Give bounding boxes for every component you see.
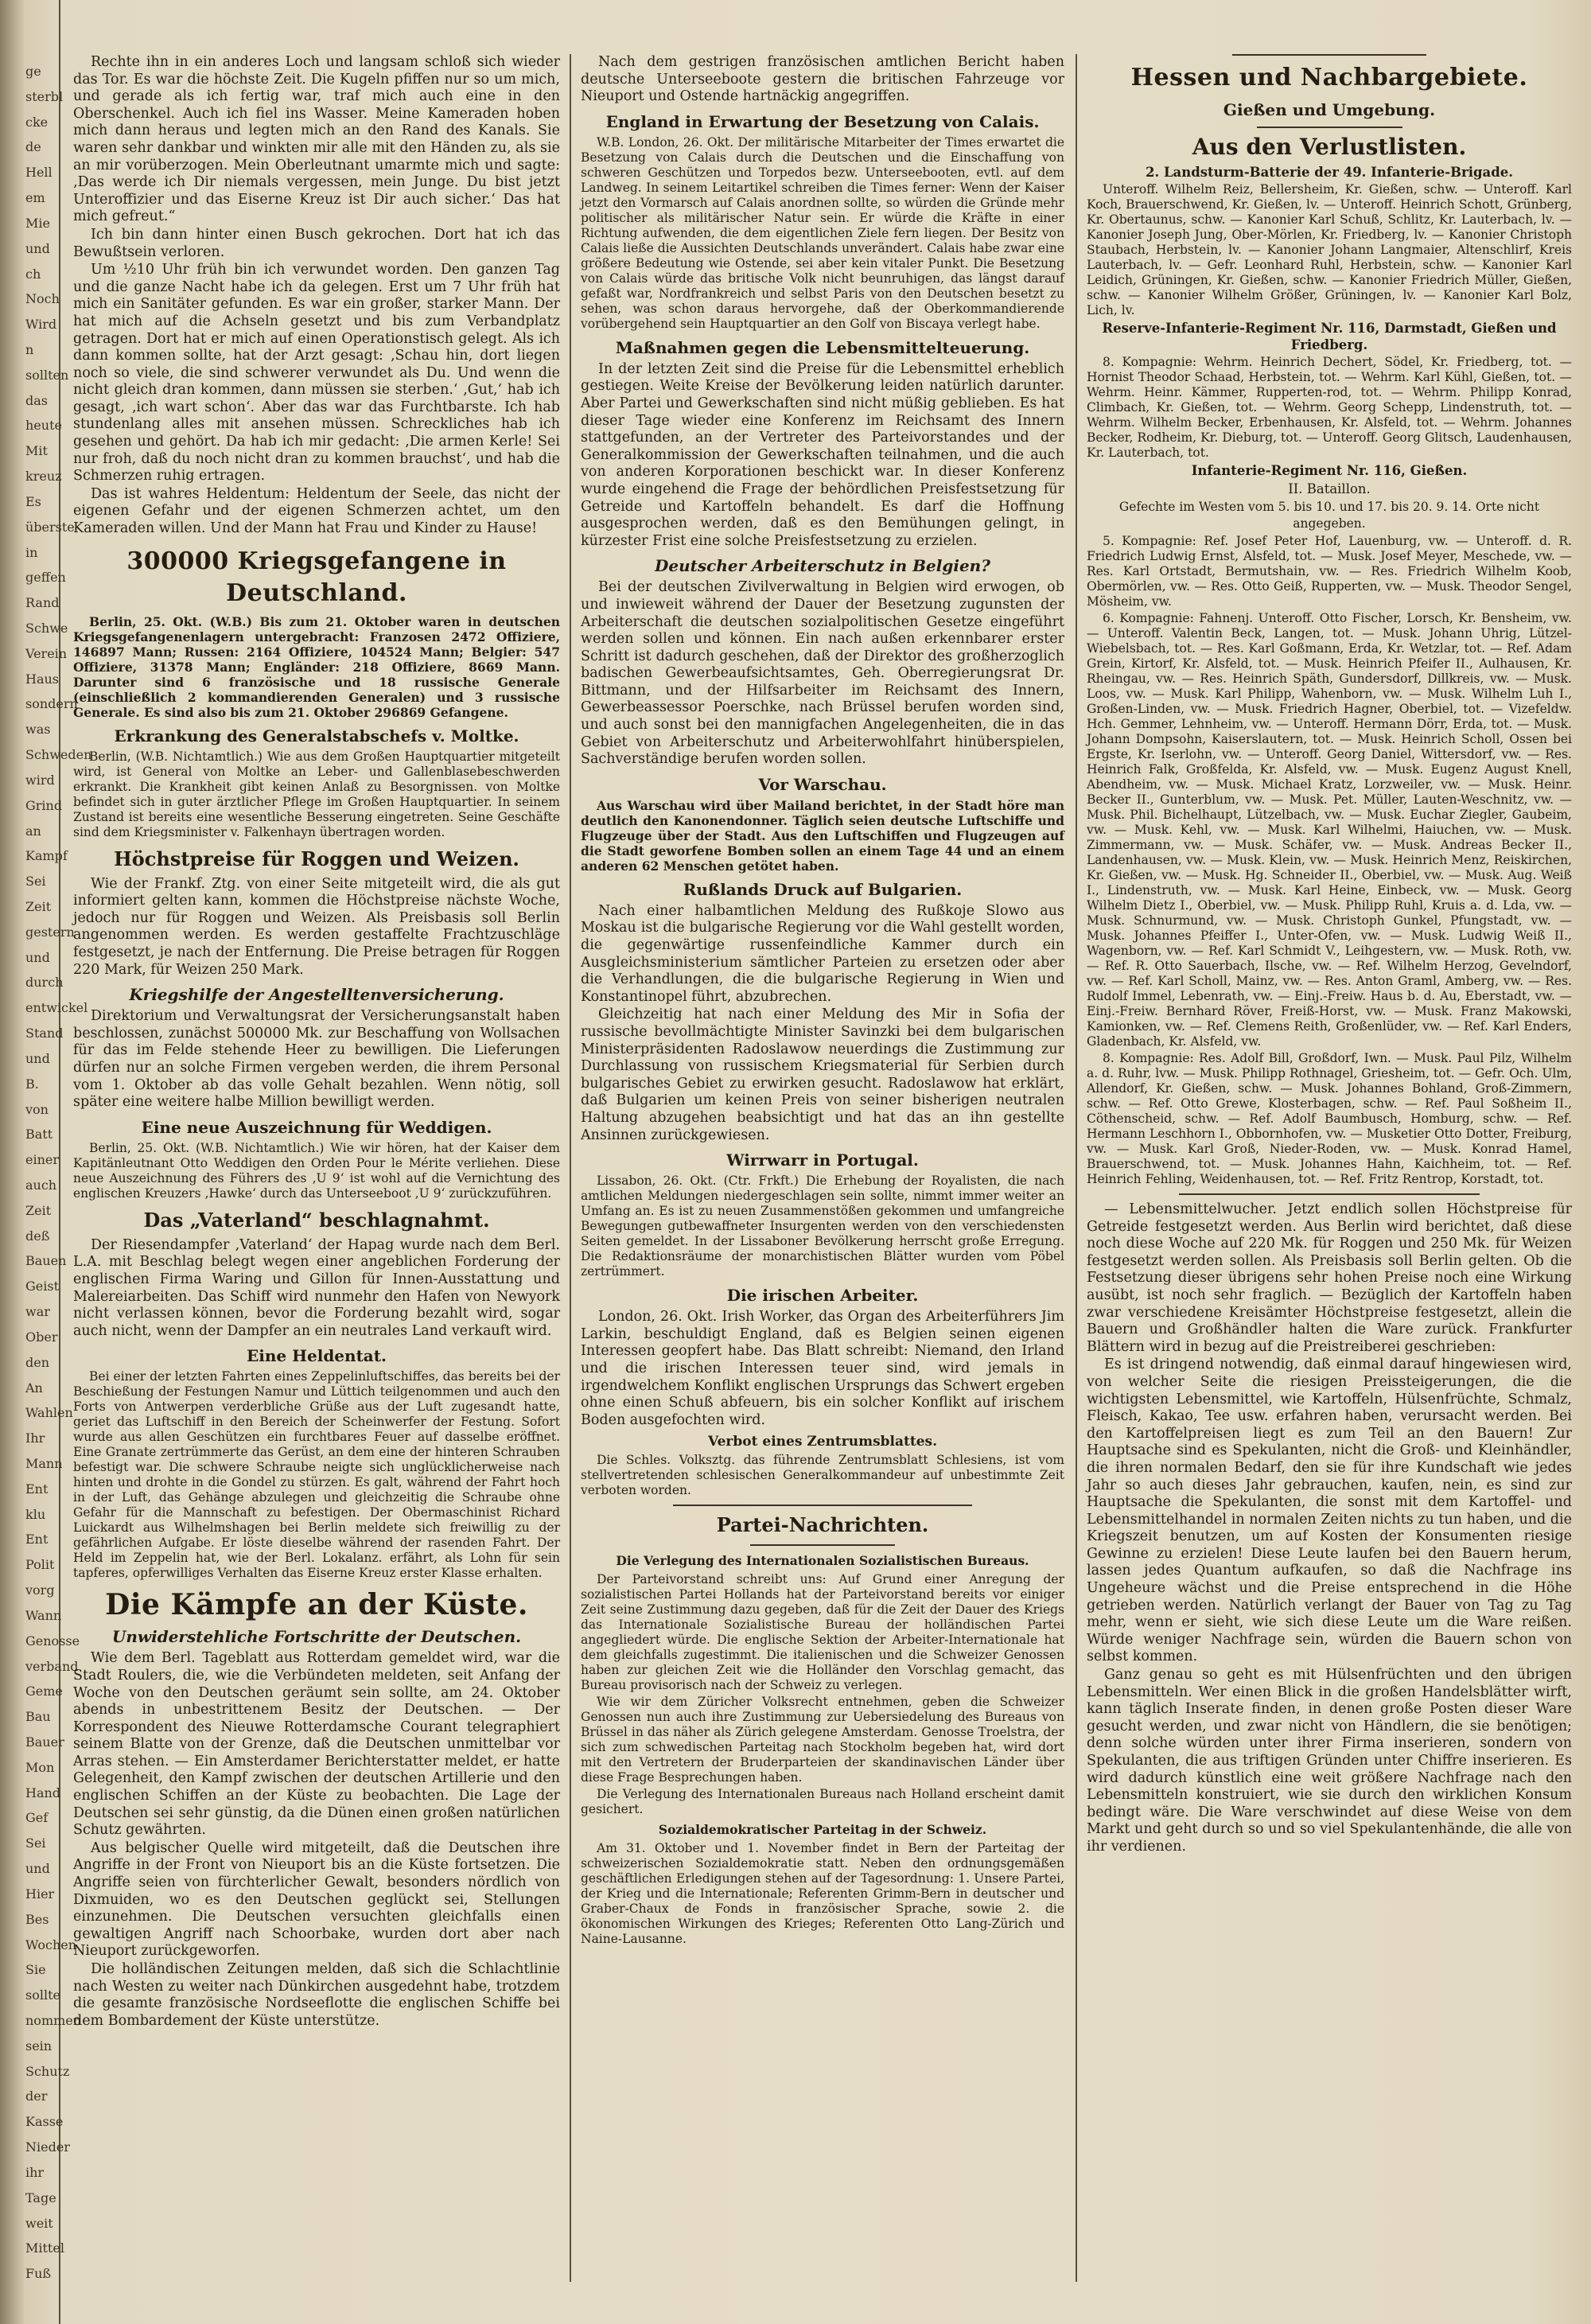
headline-bulgaria: Rußlands Druck auf Bulgarien. [683,879,963,899]
article-paragraph: — Lebensmittelwucher. Jetzt endlich sollen Höchstpreise für Getreide festgesetzt werden. Aus Berlin wird berichtet, daß diese noch diese Woche auf 220 Mk. für Roggen und 250 Mk. für Weizen festgesetzt werden sollen. Als Preisbasis soll Berlin gelten. Ob die Festsetzung dieser übrigens sehr hohen Preise noch eine Wirkung ausübt, ist noch sehr fraglich. — Bezüglich der Kartoffeln haben zwar verschiedene Kreisämter Höchstpreise festgesetzt, allein die Bauern und Großhändler halten die Ware zurück. Frankfurter Blättern wird in bezug auf die Preistreiberei geschrieben: [1087,1201,1572,1355]
article-paragraph: Gleichzeitig hat nach einer Meldung des Mir in Sofia der russische bevollmächtigte Minister Savinzki bei dem bulgarischen Ministerpräsidenten Radoslawow neuerdings die Zustimmung zur Durchlassung von russischem Kriegsmaterial für Serbien durch bulgarisches Gebiet zu erwirken gesucht. Radoslawow hat erklärt, daß Bulgarien um keinen Preis von seiner bisherigen neutralen Haltung abzugehen beabsichtigt und hat das an ihn gestellte Ansinnen zurückgewiesen. [581,1006,1064,1143]
article-paragraph: Direktorium und Verwaltungsrat der Versicherungsanstalt haben beschlossen, zunächst 500000 Mk. zur Beschaffung von Wollsachen für das im Felde stehende Heer zu bewilligen. Die Lieferungen dürfen nur an solche Firmen vergeben werden, die ihrem Personal vom 1. Oktober ab das volle Gehalt bezahlen. Wenn nötig, soll später eine weitere halbe Million bewilligt werden. [73,1008,560,1111]
adjacent-page-fragment-text: Gef [25,1810,49,1826]
section-divider [1179,1193,1480,1195]
headline-casualty-lists: Aus den Verlustlisten. [1192,134,1467,160]
adjacent-page-fragment-text: Schutz [25,2063,70,2079]
adjacent-page-fragment-text: Schweden [25,747,92,763]
headline-heroic-deed: Eine Heldentat. [247,1346,387,1366]
article-paragraph: Um ½10 Uhr früh bin ich verwundet worden. Den ganzen Tag und die ganze Nacht habe ich da gelegen. Erst um 7 Uhr früh hat mich ein Sanitäter gefunden. Es war ein großer, starker Mann. Der hat mich auf die Achseln gesetzt und bis zum Verbandplatz getragen. Dort hat er mich auf einen Operationstisch gelegt. Als ich dann kommen sollte, hat der Arzt gesagt: ‚Schau hin, dort liegen noch so viele, die sind schwerer verwundet als Du. Und wenn die nicht gleich dran kommen, dann müssen sie sterben.‘ ‚Gut,‘ hab ich gesagt, ‚ich wart schon‘. Aber das war das Furchtbarste. Ich hab stundenlang alles mit ansehen müssen. Schreckliches hab ich gesehen und gehört. Da hab ich mir gedacht: ‚Die armen Kerle! Sei nur froh, daß du noch nicht dran zu kommen brauchst‘, und hab die Schmerzen ruhig ertragen. [73,262,560,485]
section-divider [1257,127,1402,128]
article-paragraph: Lissabon, 26. Okt. (Ctr. Frkft.) Die Erhebung der Royalisten, die nach amtlichen Meldungen niedergeschlagen sein sollte, nimmt immer weiter an Umfang an. Es ist zu neuen Zusammenstößen gekommen und umfangreiche Bewegungen gutbewaffneter Insurgenten werden von den verschiedensten Seiten gemeldet. In der Lissaboner Bevölkerung herrscht große Erregung. Die Redaktionsräume der monarchistischen Blätter wurden vom Pöbel zertrümmert. [581,1174,1064,1279]
adjacent-page-fragment-text: sterbl [25,88,64,104]
adjacent-page-fragment-text: ihr [25,2164,45,2180]
adjacent-page-fragment-text: nommen [25,2013,82,2028]
adjacent-page-fragment-text: Stand [25,1026,64,1041]
casualty-list: 5. Kompagnie: Ref. Josef Peter Hof, Lauenburg, vw. — Unteroff. d. R. Friedrich Ludwig Ernst, Alsfeld, tot. — Musk. Josef Meyer, Meschede, vw. — Res. Karl Ortstadt, Bermutshain, vw. — Res. Friedrich Wilhelm Koob, Obermörlen, vw. — Res. Otto Geiß, Rupperten, vw. — Musk. Theodor Sengel, Mösheim, vw. [1087,534,1572,609]
adjacent-page-fragment-text: weit [25,2215,53,2231]
adjacent-page-fragment-text: Fuß [25,2266,52,2282]
headline-insurance: Kriegshilfe der Angestelltenversicherung. [129,985,504,1005]
adjacent-page-fragment-text: vorg [25,1582,55,1598]
article-paragraph: Bei einer der letzten Fahrten eines Zeppelinluftschiffes, das bereits bei der Beschießung der Festungen Namur und Lüttich teilgenommen und auch den Forts von Antwerpen verderbliche Grüße aus der Luft zugesandt hatte, geriet das Luftschiff in den Bereich der Scheinwerfer der Festung. Sofort wurde aus allen Geschützen ein furchtbares Feuer auf dasselbe eröffnet. Eine Granate zertrümmerte das Gerüst, an dem eine der hinteren Schrauben befestigt war. Die schwere Schraube neigte sich unglücklicherweise nach hinten und drohte in die Gondel zu stürzen. Es galt, während der Fahrt hoch in der Luft, das Gehänge abzulegen und gleichzeitig die Schraube ohne Gefahr für die Mannschaft zu befestigen. Der Obermaschinist Richard Luickardt aus Wilhelmshagen bei Berlin meldete sich freiwillig zu der gefährlichen Aufgabe. Er löste dieselbe während der rasenden Fahrt. Der Held im Zeppelin hat, wie der Berl. Lokalanz. erfährt, als Lohn für sein tapferes, opferwilliges Verhalten das Eiserne Kreuz erster Klasse erhalten. [73,1369,560,1581]
unit-heading: Infanterie-Regiment Nr. 116, Gießen. [1191,463,1468,478]
article-paragraph: Der Riesendampfer ‚Vaterland‘ der Hapag wurde nach dem Berl. L.A. mit Beschlag belegt wegen einer angeblichen Forderung der englischen Firma Waring und Gillon für Innen-Ausstattung und Malereiarbeiten. Das Schiff wird nunmehr den Hafen von Newyork nicht verlassen können, bevor die Forderung bezahlt wird, sogar auch nicht, wenn der Dampfer an ein neutrales Land verkauft wird. [73,1236,560,1339]
adjacent-page-fragment-text: Bau [25,1709,51,1725]
adjacent-page-fragment-text: klu [25,1506,46,1522]
headline-food-prices: Maßnahmen gegen die Lebensmittelteuerung. [615,337,1030,357]
column-rule [1076,54,1077,2282]
adjacent-page-fragment-text: und [25,240,50,256]
casualty-list: 8. Kompagnie: Wehrm. Heinrich Dechert, Södel, Kr. Friedberg, tot. — Hornist Theodor Schaad, Herbstein, tot. — Wehrm. Karl Kühl, Gießen, tot. — Wehrm. Heinr. Kämmer, Rupperten-rod, tot. — Wehrm. Philipp Konrad, Climbach, Kr. Gießen, tot. — Wehrm. Georg Schepp, Lindenstruth, tot. — Wehrm. Wilhelm Becker, Erbenhausen, Kr. Alsfeld, tot. — Wehrm. Johannes Becker, Rodheim, Kr. Dieburg, tot. — Unteroff. Georg Glitsch, Laudenhausen, Kr. Lauterbach, tot. [1087,355,1572,460]
adjacent-page-fragment-text: Wann [25,1607,62,1623]
adjacent-page-fragment-text: Wahlen [25,1405,73,1421]
article-paragraph: Am 31. Oktober und 1. November findet in Bern der Parteitag der schweizerischen Sozialdemokratie statt. Neben den ordnungsgemäßen geschäftlichen Erledigungen stehen auf der Tagesordnung: 1. Unsere Partei, der Krieg und die Internationale; Referenten Grimm-Bern in deutscher und Graber-Chaux de Fonds in französischer Sprache, sowie 2. die ökonomischen Wirkungen des Krieges; Referenten Otto Lang-Zürich und Naine-Lausanne. [581,1841,1064,1947]
adjacent-page-fragment-text: Bes [25,1911,49,1927]
adjacent-page-fragment-text: Ihr [25,1431,45,1446]
adjacent-page-fragment-text: in [25,544,38,560]
headline-irish-workers: Die irischen Arbeiter. [726,1286,919,1306]
unit-heading: 2. Landsturm-Batterie der 49. Infanterie-Brigade. [1145,165,1514,180]
article-paragraph: Berlin, 25. Okt. (W.B.) Bis zum 21. Oktober waren in deutschen Kriegsgefangenenlagern untergebracht: Franzosen 2472 Offiziere, 146897 Mann; Russen: 2164 Offiziere, 104524 Mann; Belgier: 547 Offiziere, 31378 Mann; Engländer: 218 Offiziere, 8669 Mann. Darunter sind 6 französische und 18 russische Generale (einschließlich 2 kommandierenden Generalen) und 3 russische Generale. Es sind also bis zum 21. Oktober 296869 Gefangene. [73,613,560,720]
adjacent-page-fragment-text: von [25,1101,49,1117]
column-middle [581,54,1064,2298]
adjacent-page-fragment-text: Tage [25,2190,56,2205]
adjacent-page-fragment-text: und [25,1050,50,1066]
adjacent-page-fragment-text: Nieder [25,2139,70,2155]
article-paragraph: Nach dem gestrigen französischen amtlichen Bericht haben deutsche Unterseeboote gestern die britischen Fahrzeuge vor Nieuport und Ostende hartnäckig angegriffen. [581,54,1064,105]
headline-moltke: Erkrankung des Generalstabschefs v. Moltke. [114,726,519,745]
section-divider [673,1505,973,1506]
adjacent-page-fragment-text: B. [25,1076,39,1092]
headline-hessen: Hessen und Nachbargebiete. [1130,64,1528,91]
article-paragraph: Die Schles. Volksztg. das führende Zentrumsblatt Schlesiens, ist vom stellvertretenden schlesischen Generalkommandeur auf unbestimmte Zeit verboten worden. [581,1453,1064,1498]
article-paragraph: Wie der Frankf. Ztg. von einer Seite mitgeteilt wird, die als gut informiert gelten kann, kommen die Höchstpreise nächste Woche, jedoch nur für Roggen und Weizen. Als Preisbasis soll Berlin angenommen werden. Es werden gestaffelte Frachtzuschläge festgesetzt, je nach der Entfernung. Die Preise betragen für Roggen 220 Mark, für Weizen 250 Mark. [73,875,560,978]
adjacent-page-fragment-text: Zeit [25,899,52,914]
headline-weddigen: Eine neue Auszeichnung für Weddigen. [141,1117,492,1137]
adjacent-page-fragment-text: Ober [25,1329,58,1345]
subheadline-giessen: Gießen und Umgebung. [1223,100,1436,119]
adjacent-page-fragment-text: wird [25,772,55,788]
headline-calais: England in Erwartung der Besetzung von Calais. [605,111,1040,131]
adjacent-page-fragment-text: das [25,392,48,408]
adjacent-page-fragment-text: an [25,823,41,839]
adjacent-page-fragment-text: sein [25,2038,53,2053]
adjacent-page-fragment-text: Mon [25,1759,55,1775]
adjacent-page-fragment-text: Polit [25,1557,55,1573]
adjacent-page-fragment-text: Kasse [25,2114,64,2130]
article-paragraph: Aus belgischer Quelle wird mitgeteilt, daß die Deutschen ihre Angriffe in der Front von Nieuport bis an die Küste fortsetzen. Die Angriffe seien von fürchterlicher Gewalt, besonders nördlich von Dixmuiden, wo es den Deutschen geglückt sei, Stellungen einzunehmen. Die Deutschen versuchten gleichfalls einen gewaltigen Angriff nach Schoorbake, wurden dort aber nach Nieuport zurückgeworfen. [73,1839,560,1960]
article-paragraph: Berlin, (W.B. Nichtamtlich.) Wie aus dem Großen Hauptquartier mitgeteilt wird, ist General von Moltke an Leber- und Gallenblasebeschwerden erkrankt. Die Krankheit gibt keinen Anlaß zu Besorgnissen. von Moltke befindet sich in guter ärztlicher Pflege im Großen Hauptquartier. In seinem Zustand ist bereits eine wesentliche Besserung eingetreten. Seine Geschäfte sind dem Kriegsminister v. Falkenhayn übertragen worden. [73,749,560,839]
article-paragraph: Die Verlegung des Internationalen Bureaus nach Holland erscheint damit gesichert. [581,1787,1064,1817]
adjacent-page-fragment-text: Wochen [25,1937,77,1952]
column-rule [570,54,571,2282]
article-paragraph: Das ist wahres Heldentum: Heldentum der Seele, das nicht der eigenen Gefahr und der eigenen Schmerzen achtet, um den Kameraden willen. Und der Mann hat Frau und Kinder zu Hause! [73,485,560,537]
adjacent-page-fragment-text: Geme [25,1684,63,1699]
adjacent-page-fragment-text: heute [25,418,62,434]
headline-coast-fighting: Die Kämpfe an der Küste. [105,1588,528,1622]
adjacent-page-fragment-text: geffen [25,570,66,586]
article-paragraph: W.B. London, 26. Okt. Der militärische Mitarbeiter der Times erwartet die Besetzung von Calais durch die Deutschen und die Einschaffung von schweren Geschützen und Torpedos bezw. Unterseebooten, evtl. auf dem Landweg. In seinem Leitartikel schreiben die Times ferner: Wenn der Kaiser jetzt den Vormarsch auf Calais anordnen sollte, so würden die Gründe mehr politischer als militärischer Natur sein. Er würde die Kräfte in einer Richtung aufwenden, die dem eigentlichen Ziele fern liegen. Der Besitz von Calais ließe die Aussichten Deutschlands unverändert. Calais habe zwar eine größere Bedeutung wie Ostende, sei aber kein vitaler Punkt. Die Besetzung von Calais würde das britische Volk nicht beunruhigen, das längst darauf gefaßt war, Nordfrankreich und selbst Paris von den Deutschen besetzt zu sehen, was schon daraus hervorgehe, daß der Oberkommandierende vorübergehend sein Hauptquartier an den Golf von Biscaya verlegt habe. [581,134,1064,331]
adjacent-page-fragment-text: Ent [25,1532,49,1547]
adjacent-page-fragment-text: ch [25,266,41,282]
article-paragraph: Rechte ihn in ein anderes Loch und langsam schloß sich wieder das Tor. Es war die höchste Zeit. Die Kugeln pfiffen nur so um mich, und gerade als ich fertig war, traf mich auch eine in den Oberschenkel. Auch ich fiel ins Wasser. Meine Kameraden hoben mich dann heraus und legten mich an den Rand des Kanals. Sie waren sehr dankbar und winkten mir alle mit den Händen zu, als sie an mir vorüberzogen. Mein Oberleutnant umarmte mich und sagte: ‚Das werde ich Dir niemals vergessen, mein Junge. Du bist jetzt Unteroffizier und das Eiserne Kreuz ist Dir auch sicher.‘ Das hat mich gefreut.“ [73,54,560,225]
article-paragraph: Berlin, 25. Okt. (W.B. Nichtamtlich.) Wie wir hören, hat der Kaiser dem Kapitänleutnant Otto Weddigen den Orden Pour le Mérite verliehen. Diese neue Auszeichnung des Führers des ‚U 9‘ ist wohl auf die Vernichtung des englischen Kreuzers ‚Hawke‘ durch das Unterseeboot ‚U 9‘ zurückzuführen. [73,1140,560,1201]
adjacent-page-fragment-text: n [25,342,34,357]
adjacent-page-fragment-text: ge [25,64,41,79]
battle-note: Gefechte im Westen vom 5. bis 10. und 17. bis 20. 9. 14. Orte nicht angegeben. [1118,500,1540,531]
adjacent-page-fragment-text: Noch [25,291,60,307]
adjacent-page-fragment-text: Rand [25,595,60,611]
adjacent-page-fragment-text: em [25,190,45,206]
column-right [1087,54,1572,2298]
headline-belgium-labour: Deutscher Arbeiterschutz in Belgien? [655,556,990,576]
adjacent-page-fragment-text: sollte [25,1987,60,2003]
adjacent-page-fragment-text: sondern [25,696,78,712]
adjacent-page-fragment-text: de [25,139,41,155]
adjacent-page-fragment-text: Bauer [25,1734,64,1750]
headline-max-prices: Höchstpreise für Roggen und Weizen. [114,847,519,870]
adjacent-page-fragment-text: Hand [25,1785,61,1800]
article-paragraph: London, 26. Okt. Irish Worker, das Organ des Arbeiterführers Jim Larkin, beschuldigt England, daß es Belgien seinen eigenen Interessen geopfert habe. Das Blatt schreibt: Niemand, den Irland und die irischen Interessen teuer sind, wird jemals in irgendwelchem Konflikt englischen Ursprungs das Schwert ergeben ohne einen Schuß abfeuern, bis ein solcher Konflikt auf irischem Boden ausgefochten wird. [581,1309,1064,1428]
headline-newspaper-ban: Verbot eines Zentrumsblattes. [707,1434,938,1450]
article-paragraph: In der letzten Zeit sind die Preise für die Lebensmittel erheblich gestiegen. Weite Kreise der Bevölkerung leiden natürlich darunter. Aber Partei und Gewerkschaften sind nicht müßig geblieben. Es hat dieser Tage wieder eine Konferenz im Reichsamt des Innern stattgefunden, an der Vertreter des Parteivorstandes und der Generalkommission der Gewerkschaften teilnahmen, und die auch von anderen Korporationen beschickt war. In dieser Konferenz wurde eingehend die Frage der behördlichen Preisfestsetzung für Getreide und Kartoffeln behandelt. Es darf die Hoffnung ausgesprochen werden, daß es den Bemühungen gelingt, in kürzester Frist eine solche Preisfestsetzung zu erzielen. [581,360,1064,549]
adjacent-page-fragment-text: Geist [25,1279,60,1294]
subheadline-bureau: Die Verlegung des Internationalen Sozialistischen Bureaus. [616,1553,1029,1569]
article-paragraph: Aus Warschau wird über Mailand berichtet, in der Stadt höre man deutlich den Kanonendonner. Täglich seien deutsche Luftschiffe und Flugzeuge über der Stadt. Aus den Luftschiffen und Flugzeugen auf die Stadt geworfene Bomben sollen an einem Tage 44 und an einem anderen 62 Menschen getötet haben. [581,797,1064,874]
adjacent-page-fragment-text: Hell [25,165,53,181]
section-divider [1232,54,1426,56]
adjacent-page-fragment-text: Batt [25,1127,53,1143]
page-binding [0,0,24,2324]
adjacent-page-fragment-text: Ent [25,1481,49,1497]
adjacent-page-fragment-text: Grind [25,797,63,813]
article-paragraph: Die holländischen Zeitungen melden, daß sich die Schlachtlinie nach Westen zu weiter nach Dünkirchen ausgedehnt habe, trotzdem die gesamte französische Nordseeflotte die englischen Schiffe bei dem Bombardement der Küste unterstütze. [73,1961,560,2029]
adjacent-page-fragment-text: auch [25,1178,57,1193]
headline-portugal: Wirrwarr in Portugal. [726,1150,919,1170]
adjacent-page-fragment [24,0,92,2324]
article-paragraph: Nach einer halbamtlichen Meldung des Rußkoje Slowo aus Moskau ist die bulgarische Regierung vor die Wahl gestellt worden, die gegenwärtige russenfeindliche Kammer durch ein Ausgleichsministerium sämtlicher Parteien zu ersetzen oder aber die Verhandlungen, die die bulgarische Regierung in Wien und Konstantinopel führt, abzubrechen. [581,902,1064,1005]
adjacent-page-fragment-text: einer [25,1152,60,1168]
column-left [73,54,560,2298]
article-paragraph: Bei der deutschen Zivilverwaltung in Belgien wird erwogen, ob und inwieweit während der Dauer der Besetzung zugunsten der Arbeiterschaft die deutschen sozialpolitischen Gesetze eingeführt werden sollen und können. Ein nach außen erkennbarer erster Schritt ist dadurch geschehen, daß der Direktor des großherzoglich badischen Gewerbeaufsichtsamtes, Geh. Oberregierungsrat Dr. Bittmann, und der Hilfsarbeiter im Reichsamt des Innern, Gewerbeassessor Poerschke, nach Brüssel berufen worden sind, und auch sonst bei den mannigfachen Angelegenheiten, die in das Gebiet von Arbeiterschutz und Arbeiterwohlfahrt hinüberspielen, Sachverständige berufen worden sollen. [581,579,1064,768]
article-paragraph: Ich bin dann hinter einen Busch gekrochen. Dort hat ich das Bewußtsein verloren. [73,226,560,260]
headline-vaterland: Das „Vaterland“ beschlagnahmt. [143,1208,490,1232]
unit-heading: Reserve-Infanterie-Regiment Nr. 116, Darmstadt, Gießen und Friedberg. [1102,321,1557,352]
article-paragraph: Wie dem Berl. Tageblatt aus Rotterdam gemeldet wird, war die Stadt Roulers, die, wie die Verbündeten meldeten, seit Anfang der Woche von den Deutschen geräumt sein sollte, am 24. Oktober abends in unbestrittenem Besitz der Deutschen. — Der Korrespondent des Nieuwe Rotterdamsche Courant telegraphiert seinem Blatte von der Grenze, daß die Deutschen unmittelbar vor Arras stehen. — Ein Amsterdamer Berichterstatter meldet, er hatte Gelegenheit, den Kampf zwischen der deutschen Artillerie und den englischen Schiffen an der Küste zu beobachten. Die Lage der Deutschen sei sehr günstig, da die Dünen einen großen natürlichen Schutz gewährten. [73,1650,560,1839]
adjacent-page-fragment-text: der [25,2088,48,2104]
headline-warsaw: Vor Warschau. [758,774,887,794]
adjacent-page-fragment-text: Verein [25,645,68,661]
article-paragraph: Der Parteivorstand schreibt uns: Auf Grund einer Anregung der sozialistischen Partei Hollands hat der Parteivorstand bereits vor einiger Zeit seine Zustimmung dazu gegeben, daß für die Zeit der Dauer des Kriegs das Internationale Sozialistische Bureau der holländischen Partei angegliedert würde. Die englische Sektion der Arbeiter-Internationale hat dem gleichfalls zugestimmt. Die italienischen und die Schweizer Genossen haben zur gleichen Zeit wie die Holländer den Vorschlag gemacht, das Bureau provisorisch nach der Schweiz zu verlegen. [581,1572,1064,1693]
adjacent-page-fragment-text: Genosse [25,1633,80,1649]
adjacent-page-fragment-text: deß [25,1228,50,1244]
adjacent-page-fragment-text: sollten [25,367,69,383]
adjacent-page-fragment-text: An [25,1380,43,1396]
casualty-list: Unteroff. Wilhelm Reiz, Bellersheim, Kr. Gießen, schw. — Unteroff. Karl Koch, Brauerschwend, Kr. Gießen, lv. — Unteroff. Heinrich Schott, Grünberg, Kr. Obertaunus, schw. — Kanonier Karl Schuß, Schlitz, Kr. Lauterbach, lv. — Kanonier Joseph Jung, Ober-Mörlen, Kr. Friedberg, lv. — Kanonier Christoph Staubach, Herbstein, lv. — Kanonier Johann Langmaier, Altenschlirf, Kreis Lauterbach, lv. — Gefr. Leonhard Ruhl, Herbstein, schw. — Kanonier Karl Leidich, Grüningen, Kr. Gießen, schw. — Kanonier Friedrich Müller, Gießen, schw. — Kanonier Wilhelm Größer, Grüningen, lv. — Kanonier Karl Bolz, Lich, lv. [1087,182,1572,317]
adjacent-page-fragment-text: durch [25,975,64,991]
subheadline-swiss-congress: Sozialdemokratischer Parteitag in der Schweiz. [658,1822,987,1838]
adjacent-page-fragment-text: Bauen [25,1253,67,1269]
adjacent-page-fragment-text: Mann [25,1456,63,1471]
battalion-heading: II. Bataillon. [1288,481,1371,496]
article-paragraph: Wie wir dem Züricher Volksrecht entnehmen, geben die Schweizer Genossen nun auch ihre Zustimmung zur Uebersiedelung des Bureaus von Brüssel in das näher als Zürich gelegene Amsterdam. Genosse Troelstra, der sich zum schwedischen Parteitag nach Stockholm begeben hat, wird dort mit den Vertretern der Bruderparteien der skandinavischen Länder über diese Frage Besprechungen haben. [581,1695,1064,1785]
adjacent-page-fragment-text: cke [25,114,49,130]
adjacent-page-fragment-text: was [25,722,51,738]
adjacent-page-fragment-text: gestern [25,924,75,940]
adjacent-page-fragment-text: entwickel [25,1000,88,1016]
adjacent-page-fragment-text: Kampf [25,848,68,864]
adjacent-page-fragment-text: Sei [25,874,46,890]
adjacent-page-fragment-text: Sei [25,1835,46,1851]
adjacent-page-fragment-text: war [25,1304,50,1320]
casualty-list: 8. Kompagnie: Res. Adolf Bill, Großdorf, Iwn. — Musk. Paul Pilz, Wilhelm a. d. Ruhr, lvw. — Musk. Philipp Rothnagel, Griesheim, tot. — Gefr. Och. Ulm, Allendorf, Kr. Gießen, schw. — Musk. Johannes Bohland, Groß-Zimmern, schw. — Ref. Otto Grewe, Klosterbagen, schw. — Ref. Paul Soßheim II., Cöthenscheid, schw. — Ref. Adolf Baumbusch, Homburg, schw. — Ref. Hermann Leschhorn I., Obbornhofen, vw. — Musketier Otto Dotter, Freiburg, vw. — Musk. Karl Groß, Nieder-Roden, vw. — Musk. Konrad Hamel, Brauerschwend, tot. — Musk. Johannes Hahn, Kaichheim, tot. — Ref. Heinrich Fehling, Weidenhausen, tot. — Ref. Fritz Rentrop, Korstadt, tot. [1087,1051,1572,1186]
adjacent-page-fragment-text: Haus [25,671,60,687]
adjacent-page-fragment-text: Zeit [25,1202,52,1218]
headline-party-news: Partei-Nachrichten. [716,1513,929,1537]
adjacent-page-fragment-text: kreuz [25,469,62,485]
adjacent-page-fragment-text: verband [25,1658,79,1674]
adjacent-page-fragment-text: und [25,1861,50,1877]
adjacent-page-fragment-text: Sie [25,1962,46,1978]
article-paragraph: Ganz genau so geht es mit Hülsenfrüchten und den übrigen Lebensmitteln. Wer einen Blick in die großen Handelsblätter wirft, kann täglich Inserate finden, in denen große Posten dieser Ware gesucht werden, und zwar nicht von Händlern, die sie benötigen; denn solche würden unter ihrer Firma inserieren, sondern von Spekulanten, die aus triftigen Gründen unter Chiffre inserieren. Es wird dadurch künstlich eine weit größere Nachfrage nach den Lebensmitteln konstruiert, wie sie durch den wirklichen Konsum bedingt wäre. Die Ware verschwindet auf diese Weise von dem Markt und geht durch so und so viel Spekulantenhände, die alle von ihr verdienen. [1087,1667,1572,1855]
article-paragraph: Es ist dringend notwendig, daß einmal darauf hingewiesen wird, von welcher Seite die riesigen Preissteigerungen, die die wichtigsten Lebensmittel, wie Kartoffeln, Hülsenfrüchte, Schmalz, Fleisch, Kakao, Tee usw. erfahren haben, verursacht werden. Bei den Kartoffelpreisen liegt es zum Teil an den Bauern! Zur Hauptsache sind es Spekulanten, nicht die Groß- und Kleinhändler, die ihren normalen Bedarf, den sie für ihre Kundschaft wie jedes Jahr so auch dieses Jahr gebrauchen, kaufen, nein, es sind zur Hauptsache die Spekulanten, die sonst mit dem Kartoffel- und Lebensmittelhandel in normalen Zeiten nichts zu tun haben, und die Kriegszeit benutzen, um auf Kosten der Konsumenten riesige Gewinne zu erzielen! Diese Leute laufen bei den Bauern herum, lassen jedes Quantum aufkaufen, so daß die Nachfrage ins Ungeheure wächst und die Preise entsprechend in die Höhe getrieben werden. Natürlich verlangt der Bauer von Tag zu Tag mehr, wenn er sieht, wie sich diese Leute um die Ware reißen. Würde weniger Nachfrage sein, würden die Bauern schon von selbst kommen. [1087,1357,1572,1665]
adjacent-page-fragment-text: Mittel [25,2240,64,2256]
adjacent-page-fragment-text: Wird [25,317,57,333]
adjacent-page-fragment-text: Mit [25,443,48,459]
casualty-list: 6. Kompagnie: Fahnenj. Unteroff. Otto Fischer, Lorsch, Kr. Bensheim, vw. — Unteroff. Valentin Beck, Langen, tot. — Musk. Johann Uhrig, Lützel-Wiebelsbach, tot. — Res. Karl Goßmann, Erda, Kr. Wetzlar, tot. — Ref. Adam Grein, Kirtorf, Kr. Alsfeld, tot. — Musk. Heinrich Pfeifer II., Aulhausen, Kr. Rheingau, vw. — Res. Heinrich Späth, Gundersdorf, Dillkreis, vw. — Musk. Loos, vw. — Musk. Karl Philipp, Wahenborn, vw. — Musk. Wilhelm Luh I., Großen-Linden, vw. — Musk. Friedrich Hagner, Oberbiel, tot. — Vizefeldw. Hch. Gemmer, Lehnheim, vw. — Unteroff. Hermann Dörr, Erda, tot. — Musk. Johann Dompsohn, Kaiserslautern, tot. — Musk. Heinrich Scholl, Ossen bei Ergste, Kr. Iserlohn, vw. — Unteroff. Georg Daniel, Wittersdorf, vw. — Res. Heinrich Falk, Großfelda, Kr. Alsfeld, vw. — Musk. Eugenz August Knell, Abendheim, vw. — Musk. Michael Kratz, Lorzweiler, vw. — Musk. Heinr. Becker II., Gunterblum, vw. — Musk. Pet. Müller, Lauten-Weschnitz, vw. — Musk. Phil. Bichelhaupt, Lützelbach, vw. — Musk. Euchar Ziegler, Gaubeim, vw. — Musk. Kehl, vw. — Musk. Karl Wilhelmi, Haiuchen, vw. — Musk. Zimmermann, vw. — Musk. Schäfer, vw. — Musk. Andreas Becker II., Landenhausen, vw. — Musk. Klein, vw. — Musk. Heinrich Menz, Reiskirchen, Kr. Gießen, vw. — Musk. Hg. Schneider II., Oberbiel, vw. — Musk. Aug. Weiß I., Lindenstruth, vw. — Musk. Karl Heine, Einbeck, vw. — Musk. Georg Wilhelm Dietz I., Oberbiel, vw. — Musk. Philipp Ruhl, Kruis a. d. Lda, vw. — Musk. Schnurmund, vw. — Musk. Christoph Gunkel, Pfungstadt, vw. — Musk. Johannes Pfeiffer I., Unter-Ofen, vw. — Musk. Ludwig Weiß II., Wagenborn, vw. — Ref. Karl Schmidt V., Leihgestern, vw. — Musk. Roth, vw. — Ref. R. Otto Sauerbach, Ilsche, vw. — Ref. Wilhelm Herzog, Gevelndorf, vw. — Ref. Karl Scholl, Mainz, vw. — Res. Anton Graml, Amberg, vw. — Res. Rudolf Immel, Lebenrath, vw. — Einj.-Freiw. Haus b. d. Au, Eberstadt, vw. — Einj.-Freiw. Bernhard Röver, Freiß-Horst, vw. — Musk. Franz Makowski, Kamionken, vw. — Ref. Clemens Reith, Großenlüder, vw. — Ref. Karl Enders, Gladenbach, Kr. Alsfeld, vw. [1087,611,1572,1049]
adjacent-page-fragment-text: Schwe [25,621,68,636]
subheadline-coast: Unwiderstehliche Fortschritte der Deutschen. [111,1627,522,1647]
adjacent-page-fragment-text: Mie [25,215,50,231]
adjacent-page-fragment-text: überste [25,519,75,535]
adjacent-page-fragment-text: Hier [25,1886,55,1902]
adjacent-page-fragment-text: den [25,1354,50,1370]
adjacent-page-fragment-text: und [25,949,50,965]
section-divider [750,1544,895,1546]
adjacent-page-fragment-text: Es [25,493,41,509]
headline-prisoners: 300000 Kriegsgefangene in Deutschland. [126,547,507,607]
